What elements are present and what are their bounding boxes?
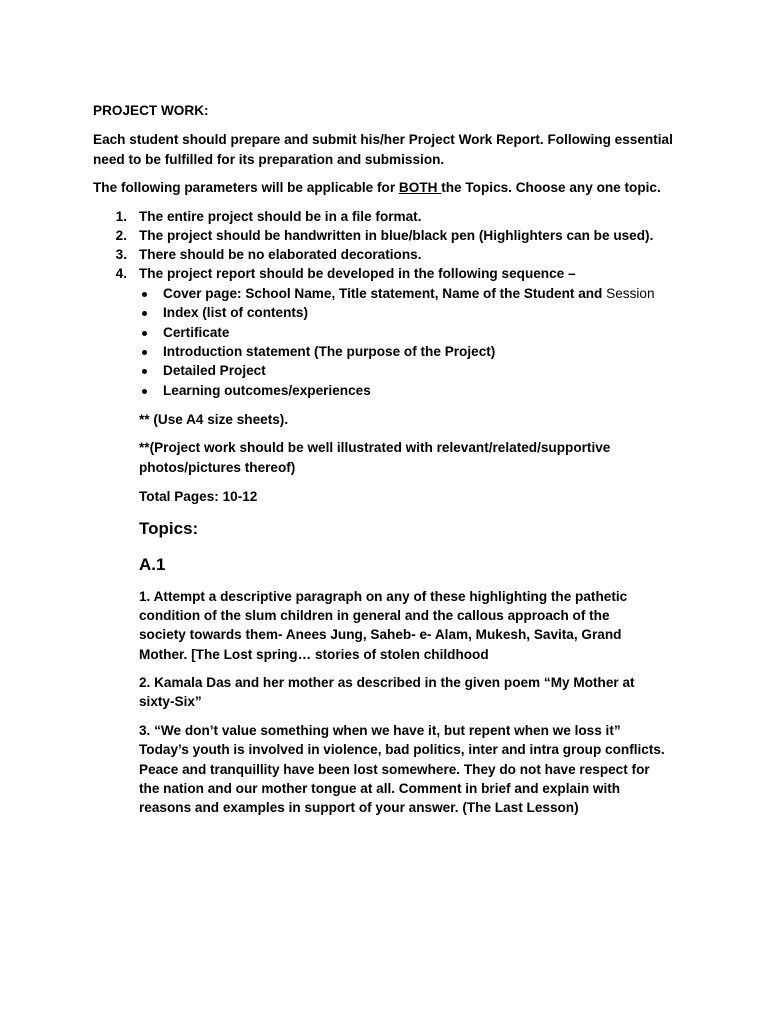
list-item: There should be no elaborated decorations. — [139, 247, 422, 262]
topic-3-line-4: the nation and our mother tongue at all. Comment in brief and explain with — [139, 781, 621, 796]
list-number: 4. — [115, 266, 127, 281]
bullet-icon — [142, 350, 147, 355]
bullet-item — [163, 284, 655, 303]
list-number: 3. — [115, 247, 127, 262]
bullet-item: Certificate — [163, 325, 230, 340]
total-pages: Total Pages: 10-12 — [139, 489, 258, 504]
topic-1-line-1: 1. Attempt a descriptive paragraph on any of these highlighting the pathetic — [139, 589, 628, 604]
topic-3-line-3: Peace and tranquillity have been lost somewhere. They do not have respect for — [139, 762, 650, 777]
section-heading: A.1 — [139, 555, 166, 574]
bullet-item: Learning outcomes/experiences — [163, 383, 371, 398]
list-item: The project report should be developed in the following sequence – — [139, 266, 576, 281]
bullet-item: Index (list of contents) — [163, 305, 309, 320]
note-illustrated-line-2: photos/pictures thereof) — [139, 460, 296, 475]
list-number: 2. — [115, 228, 127, 243]
list-item: The entire project should be in a file format. — [139, 209, 422, 224]
topic-3-line-1: 3. “We don’t value something when we have it, but repent when we loss it” — [139, 723, 621, 738]
bullet-icon — [142, 389, 147, 394]
bullet-item: Introduction statement (The purpose of the Project) — [163, 344, 496, 359]
parameters-line — [93, 178, 661, 197]
document-heading: PROJECT WORK: — [93, 103, 209, 118]
parameters-text-before: The following parameters will be applicable for — [93, 180, 399, 195]
bullet-item-text: Cover page: School Name, Title statement, Name of the Student and — [163, 286, 603, 301]
topic-1-line-2: condition of the slum children in general and the callous approach of the — [139, 608, 610, 623]
intro-line-1: Each student should prepare and submit his/her Project Work Report. Following essential — [93, 132, 673, 147]
list-number: 1. — [115, 209, 127, 224]
parameters-emphasis: BOTH — [398, 180, 442, 195]
topic-2-line-1: 2. Kamala Das and her mother as described in the given poem “My Mother at — [139, 675, 635, 690]
bullet-icon — [142, 331, 147, 336]
bullet-icon — [142, 292, 147, 297]
intro-line-2: need to be fulfilled for its preparation and submission. — [93, 152, 445, 167]
topic-3-line-2: Today’s youth is involved in violence, bad politics, inter and intra group conflicts. — [139, 742, 665, 757]
bullet-icon — [142, 311, 147, 316]
topic-1-line-3: society towards them- Anees Jung, Saheb- e- Alam, Mukesh, Savita, Grand — [139, 627, 622, 642]
topic-3-line-5: reasons and examples in support of your answer. (The Last Lesson) — [139, 800, 579, 815]
topic-2-line-2: sixty-Six” — [139, 694, 202, 709]
bullet-item-extra: Session — [602, 286, 655, 301]
note-a4: ** (Use A4 size sheets). — [139, 412, 289, 427]
topic-1-line-4: Mother. [The Lost spring… stories of stolen childhood — [139, 647, 489, 662]
note-illustrated-line-1: **(Project work should be well illustrated with relevant/related/supportive — [139, 440, 611, 455]
topics-heading: Topics: — [139, 519, 199, 538]
bullet-item: Detailed Project — [163, 363, 266, 378]
parameters-text-after: the Topics. Choose any one topic. — [441, 180, 661, 195]
bullet-icon — [142, 369, 147, 374]
list-item: The project should be handwritten in blue/black pen (Highlighters can be used). — [139, 228, 654, 243]
